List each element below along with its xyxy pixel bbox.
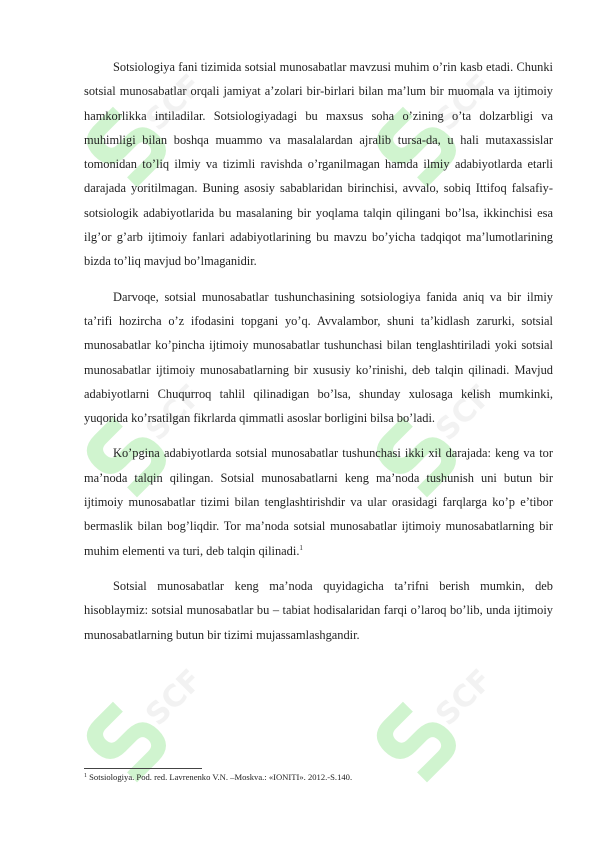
- document-body: [84, 55, 553, 658]
- body-paragraph: Sotsiologiya fani tizimida sotsial munosabatlar mavzusi muhim o’rin kasb etadi. Chunki sotsial munosabatlar orqali jamiyat a’zolari bir-birlari bilan ma’lum bir muomala va ijtimoiy hamkorlikka intiladilar. Sotsiologiyadagi bu maxsus soha o’zining o’ta dolzarbligi va muhimligi bilan boshqa muammo va masalalardan ajralib tursa-da, u hali mutaxassislar tomonidan to’liq ilmiy va tizimli ravishda o’rganilmagan hamda ilmiy adabiyotlarda etarli darajada yoritilmagan. Buning asosiy sabablaridan birinchisi, avvalo, sobiq Ittifoq falsafiy-sotsiologik adabiyotlarida bu masalaning bir yoqlama talqin qilingani bo’lsa, ikkinchisi esa ilg’or g’arb ijtimoiy fanlari adabiyotlarining bu mavzu bo’yicha tadqiqot ma’lumotlarining bizda to’liq mavjud bo’lmaganidir.: [84, 60, 553, 269]
- body-paragraph: [84, 441, 553, 562]
- footnote: [84, 771, 554, 783]
- footnote-divider: [84, 768, 202, 769]
- footnote-number: 1: [84, 773, 87, 779]
- watermark-text: SCF: [139, 67, 210, 138]
- footnote-text: Sotsiologiya. Pod. red. Lavrenenko V.N. –Moskva.: «IONITI». 2012.-S.140.: [89, 772, 353, 782]
- watermark-text: SCF: [429, 67, 500, 138]
- watermark-text: SCF: [139, 662, 210, 733]
- body-paragraph: Sotsial munosabatlar keng ma’noda quyidagicha ta’rifni berish mumkin, deb hisoblaymiz: sotsial munosabatlar bu – tabiat hodisalaridan farqi o’laroq bo’lib, unda ijtimoiy munosabatlarning butun bir tizimi mujassamlashgandir.: [84, 578, 553, 642]
- watermark-text: SCF: [429, 377, 500, 448]
- paragraph-text: Ko’pgina adabiyotlarda sotsial munosabatlar tushunchasi ikki xil darajada: keng va tor ma’noda talqin qilingan. Sotsial munosabatlarni keng ma’noda tushunish uni butun bir ijtimoiy munosabatlar tizimi bilan tenglashtirishdir va ular orasidagi farqlarga ko’p e’tibor bermaslik bilan bog’liqdir. Tor ma’noda sotsial munosabatlar ijtimoiy munosabatlarning bir muhim elementi va turi, deb talqin qilinadi.: [84, 446, 553, 558]
- body-paragraph: Darvoqe, sotsial munosabatlar tushunchasining sotsiologiya fanida aniq va bir ilmiy ta’rifi hozircha o’z ifodasini topgani yo’q. Avvalambor, shuni ta’kidlash zarurki, sotsial munosabatlar ko’pincha ijtimoiy munosabatlar tushunchasi bilan tenglashtiriladi yoki sotsial munosabatlar ijtimoiy munosabatlarning bir xususiy ko’rinishi, deb talqin qilinadi. Mavjud adabiyotlarni Chuqurroq tahlil qilinadigan bo’lsa, shunday xulosaga kelish mumkinki, yuqorida ko’rsatilgan fikrlarda qimmatli asoslar borligini bilsa bo’ladi.: [84, 289, 553, 426]
- footnote-reference[interactable]: 1: [299, 543, 303, 552]
- watermark-text: SCF: [139, 377, 210, 448]
- watermark-text: SCF: [429, 662, 500, 733]
